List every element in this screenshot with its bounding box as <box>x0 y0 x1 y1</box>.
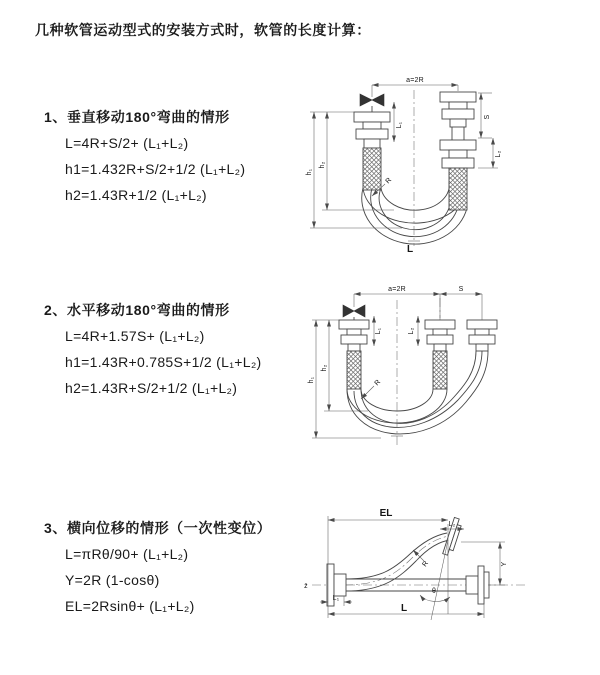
dim-el-label: EL <box>379 508 393 519</box>
left-braided-hose <box>363 148 381 190</box>
radius-label: R <box>373 378 383 388</box>
dimension-L1 <box>394 102 403 142</box>
radius-leader <box>361 379 382 399</box>
dim-l1-label: L₁ <box>375 327 382 335</box>
dim-a-label: a=2R <box>406 77 424 84</box>
dim-h2-label: h₂ <box>319 161 326 169</box>
radius-label: R <box>421 559 431 569</box>
centerline-mark: z̄ <box>304 583 308 590</box>
curved-hose-displaced-position <box>344 533 451 591</box>
dimension-L1 <box>374 316 382 346</box>
section2-formula-h2: h2=1.43R+S/2+1/2 (L₁+L₂) <box>65 380 238 396</box>
middle-braided-hose <box>433 351 447 389</box>
dimension-L <box>328 594 484 618</box>
diagram-lateral-displacement <box>298 496 598 634</box>
section2-formula-h1: h1=1.43R+0.785S+1/2 (L₁+L₂) <box>65 354 262 370</box>
dim-l-label: L <box>400 603 408 614</box>
left-braided-hose <box>347 351 361 389</box>
hose-arcs <box>347 351 488 434</box>
dimension-S <box>440 286 482 320</box>
section-vertical-movement <box>44 104 245 208</box>
theta-label: θ <box>431 588 437 595</box>
section3-heading: 3、横向位移的情形（一次性变位） <box>44 520 272 536</box>
section1-formula-h2: h2=1.43R+1/2 (L₁+L₂) <box>65 187 207 203</box>
diagram-vertical-180-bend <box>302 70 598 260</box>
dim-s-label: S <box>458 286 464 293</box>
section2-formula-L: L=4R+1.57S+ (L₁+L₂) <box>65 328 205 344</box>
section2-heading: 2、水平移动180°弯曲的情形 <box>44 302 230 318</box>
dim-h1-label: h₁ <box>308 376 315 384</box>
dim-h1-label: h₁ <box>306 168 313 176</box>
dimension-L2 <box>408 316 418 346</box>
diagram-horizontal-180-bend <box>306 280 598 452</box>
radius-leader <box>413 550 430 568</box>
section-lateral-displacement <box>44 515 271 619</box>
dim-s-label: S <box>484 114 491 120</box>
dimension-EL <box>328 508 448 618</box>
right-upper-flange-connector <box>440 92 476 140</box>
radius-label: R <box>384 176 394 186</box>
dim-a-label: a=2R <box>388 286 406 293</box>
dim-l2-label: L₂ <box>448 521 456 528</box>
dimension-S <box>478 93 492 138</box>
angle-construction <box>420 540 450 620</box>
dim-l1-label: L₁ <box>396 121 403 129</box>
dimension-L2 <box>478 138 502 168</box>
dim-h2-label: h₂ <box>321 364 328 372</box>
section-horizontal-movement <box>44 297 262 401</box>
valve-icon <box>343 305 365 320</box>
dim-l2-label: L₂ <box>495 150 502 158</box>
right-lower-flange-connector <box>440 140 476 168</box>
section1-formula-L: L=4R+S/2+ (L₁+L₂) <box>65 135 189 151</box>
section1-heading: 1、垂直移动180°弯曲的情形 <box>44 109 230 125</box>
left-flange-connector <box>339 320 369 351</box>
dimension-h2 <box>319 112 394 210</box>
section1-formula-h1: h1=1.432R+S/2+1/2 (L₁+L₂) <box>65 161 246 177</box>
dim-l1-label: L₁ <box>332 595 340 602</box>
middle-flange-connector <box>425 320 455 351</box>
right-flange <box>466 566 489 604</box>
page-title: 几种软管运动型式的安装方式时，软管的长度计算： <box>35 22 371 38</box>
length-label: L <box>406 244 414 255</box>
right-flange-connector <box>467 320 497 351</box>
dim-l2-label: L₂ <box>408 327 415 335</box>
right-braided-hose <box>449 168 467 210</box>
section3-formula-EL: EL=2Rsinθ+ (L₁+L₂) <box>65 598 195 614</box>
section3-formula-L: L=πRθ/90+ (L₁+L₂) <box>65 546 189 562</box>
dimension-L1 <box>320 595 352 606</box>
section3-formula-Y: Y=2R (1-cosθ) <box>65 572 160 588</box>
dim-y-label: Y <box>501 561 508 567</box>
left-flange-connector <box>354 112 390 148</box>
